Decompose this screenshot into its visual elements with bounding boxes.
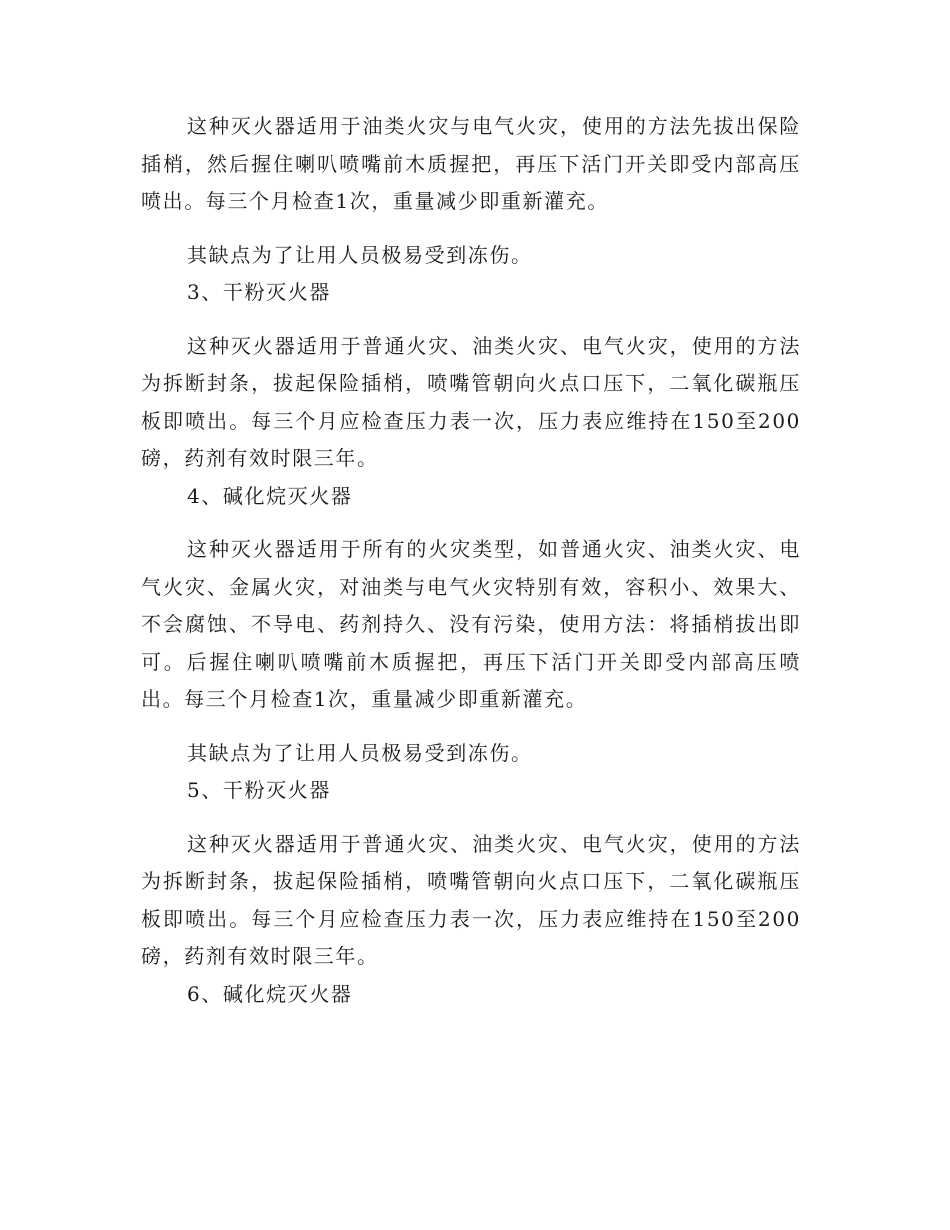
section-heading-4: 4、碱化烷灭火器 — [187, 483, 353, 508]
paragraph-co2-drawback: 其缺点为了让用人员极易受到冻伤。 — [187, 242, 533, 267]
paragraph-dry-powder-usage-2: 这种灭火器适用于普通火灾、油类火灾、电气火灾，使用的方法为拆断封条，拔起保险插梢，喷嘴管朝向火点口压下，二氧化碳瓶压板即喷出。每三个月应检查压力表一次，压力表应维持在150至200磅，药剂有效时限三年。 — [141, 831, 801, 968]
paragraph-co2-usage: 这种灭火器适用于油类火灾与电气火灾，使用的方法先拔出保险插梢，然后握住喇叭喷嘴前木质握把，再压下活门开关即受内部高压喷出。每三个月检查1次，重量减少即重新灌充。 — [141, 114, 801, 213]
paragraph-halon-drawback: 其缺点为了让用人员极易受到冻伤。 — [187, 740, 533, 765]
section-heading-3: 3、干粉灭火器 — [187, 280, 331, 304]
section-heading-6: 6、碱化烷灭火器 — [187, 981, 353, 1006]
paragraph-dry-powder-usage: 这种灭火器适用于普通火灾、油类火灾、电气火灾，使用的方法为拆断封条，拔起保险插梢，喷嘴管朝向火点口压下，二氧化碳瓶压板即喷出。每三个月应检查压力表一次，压力表应维持在150至200磅，药剂有效时限三年。 — [141, 333, 801, 470]
section-heading-5: 5、干粉灭火器 — [187, 778, 331, 802]
document-page — [141, 108, 801, 1013]
paragraph-halon-usage: 这种灭火器适用于所有的火灾类型，如普通火灾、油类火灾、电气火灾、金属火灾，对油类与电气火灾特别有效，容积小、效果大、不会腐蚀、不导电、药剂持久、没有污染，使用方法：将插梢拔出即可。后握住喇叭喷嘴前木质握把，再压下活门开关即受内部高压喷出。每三个月检查1次，重量减少即重新灌充。 — [141, 537, 801, 711]
